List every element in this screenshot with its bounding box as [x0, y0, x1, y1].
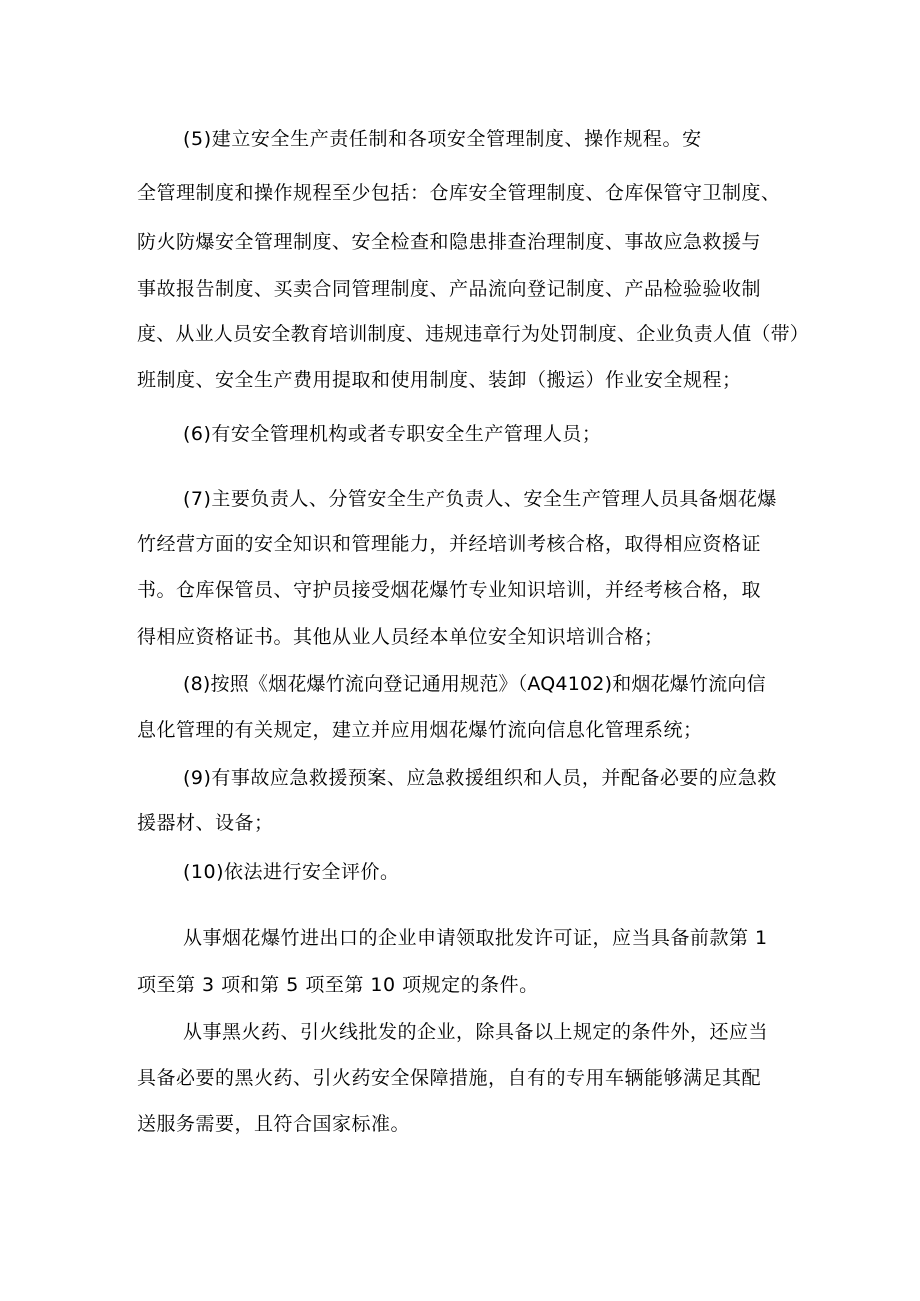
text-line: 援器材、设备； — [137, 812, 274, 834]
text-line: 事故报告制度、买卖合同管理制度、产品流向登记制度、产品检验验收制 — [137, 278, 762, 300]
text-line: 得相应资格证书。其他从业人员经本单位安全知识培训合格； — [137, 626, 664, 648]
text-line: 书。仓库保管员、守护员接受烟花爆竹专业知识培训，并经考核合格，取 — [137, 579, 762, 601]
text-line: 息化管理的有关规定，建立并应用烟花爆竹流向信息化管理系统； — [137, 719, 703, 741]
text-line: 竹经营方面的安全知识和管理能力，并经培训考核合格，取得相应资格证 — [137, 533, 762, 555]
text-line: 防火防爆安全管理制度、安全检查和隐患排查治理制度、事故应急救援与 — [137, 231, 762, 253]
text-line: (6)有安全管理机构或者专职安全生产管理人员； — [183, 423, 602, 445]
text-line: 送服务需要，且符合国家标准。 — [137, 1113, 411, 1135]
text-line: (10)依法进行安全评价。 — [183, 861, 400, 883]
text-line: 全管理制度和操作规程至少包括：仓库安全管理制度、仓库保管守卫制度、 — [137, 182, 781, 204]
text-line: (8)按照《烟花爆竹流向登记通用规范》（AQ4102)和烟花爆竹流向信 — [183, 673, 766, 695]
text-line: 从事烟花爆竹进出口的企业申请领取批发许可证，应当具备前款第 1 — [183, 927, 768, 949]
text-line: 从事黑火药、引火线批发的企业，除具备以上规定的条件外，还应当 — [183, 1021, 769, 1043]
text-line: (7)主要负责人、分管安全生产负责人、安全生产管理人员具备烟花爆 — [183, 488, 777, 510]
text-line: 项至第 3 项和第 5 项至第 10 项规定的条件。 — [137, 974, 539, 996]
text-line: 班制度、安全生产费用提取和使用制度、装卸（搬运）作业安全规程； — [137, 369, 742, 391]
text-line: 度、从业人员安全教育培训制度、违规违章行为处罚制度、企业负责人值（带） — [137, 323, 810, 345]
text-line: (5)建立安全生产责任制和各项安全管理制度、操作规程。安 — [183, 128, 702, 150]
text-line: (9)有事故应急救援预案、应急救援组织和人员，并配备必要的应急救 — [183, 767, 777, 789]
text-line: 具备必要的黑火药、引火药安全保障措施，自有的专用车辆能够满足其配 — [137, 1067, 762, 1089]
